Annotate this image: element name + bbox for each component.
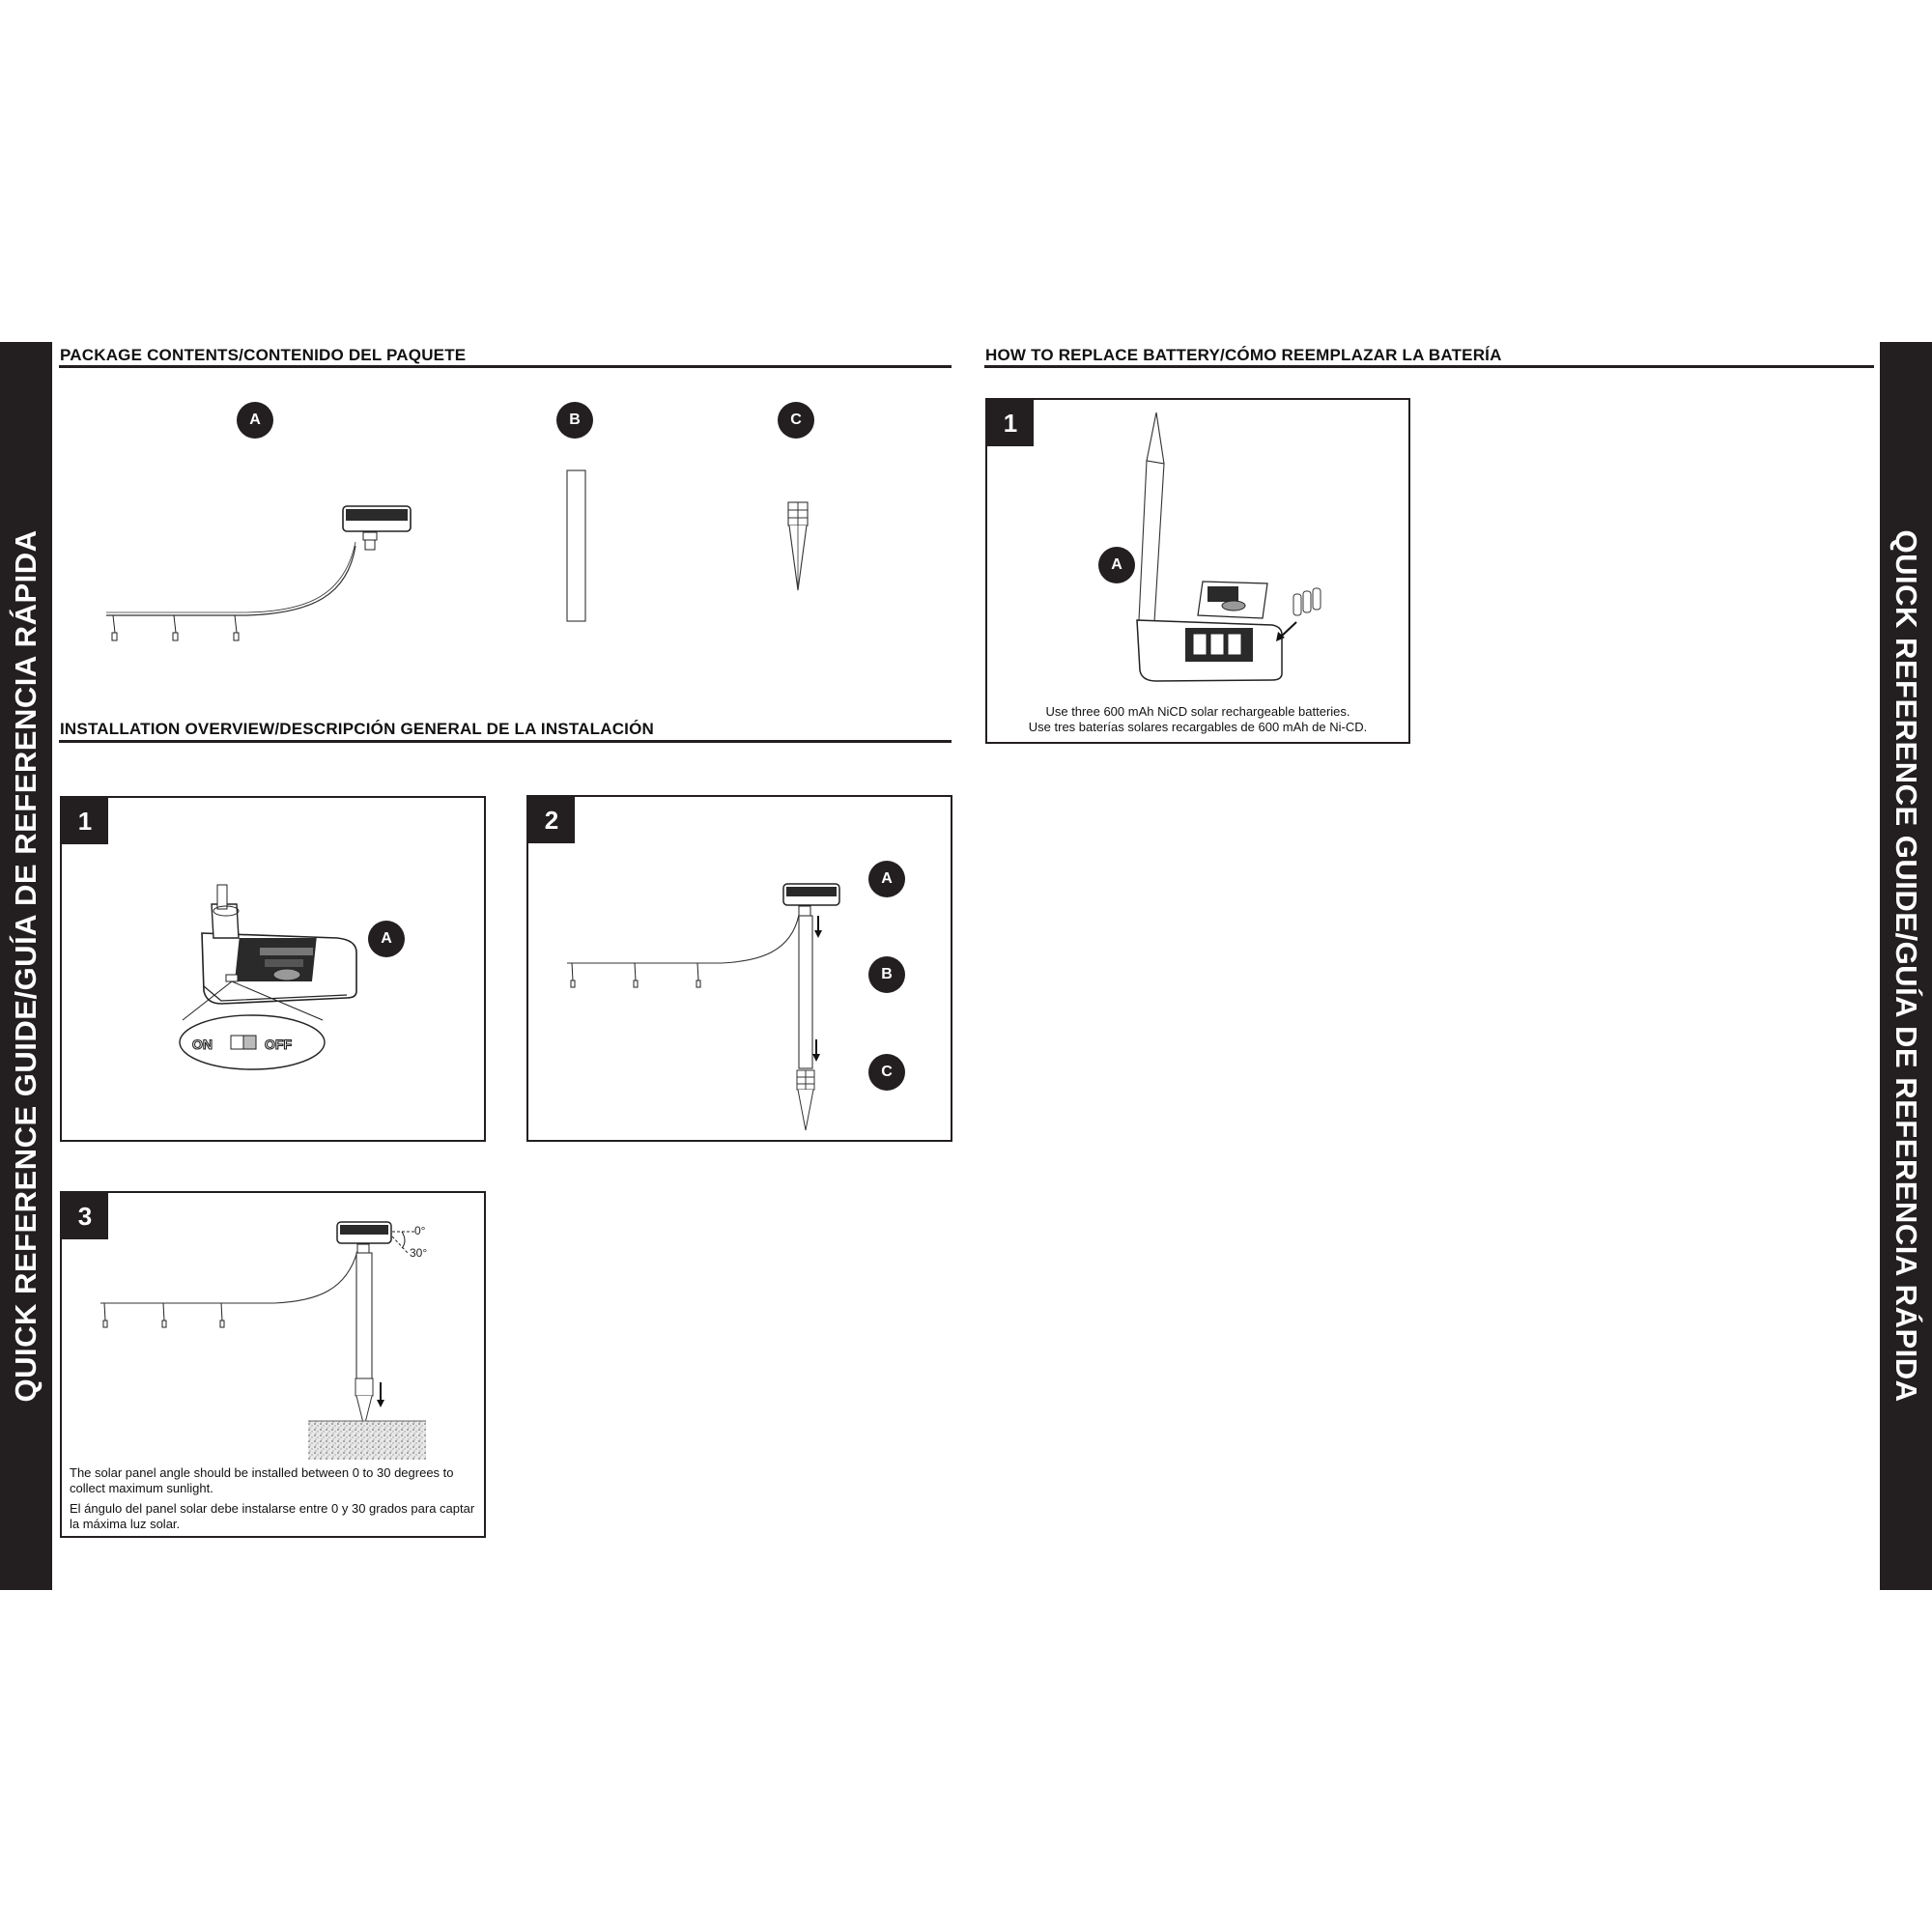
ground-soil-icon	[308, 1417, 429, 1463]
install-step-1-number: 1	[62, 798, 108, 844]
side-banner-left	[0, 342, 52, 1590]
replace-battery-rule	[984, 365, 1874, 368]
install-step-3-caption	[70, 1465, 475, 1532]
install-step-2-number: 2	[528, 797, 575, 843]
battery-step-1-caption	[987, 704, 1408, 735]
install-step-1-panel	[60, 796, 486, 1142]
battery-compartment-icon	[1137, 408, 1369, 688]
angle-label-30: 30°	[410, 1246, 428, 1260]
install-step-3-caption-en: The solar panel angle should be installed between 0 to 30 degrees to collect maximum sunlight.	[70, 1465, 454, 1495]
solar-panel-switch-icon	[183, 880, 385, 1083]
package-contents-title: PACKAGE CONTENTS/CONTENIDO DEL PAQUETE	[60, 346, 467, 364]
install-step-2-badge-c: C	[868, 1054, 905, 1091]
installation-overview-rule	[59, 740, 952, 743]
switch-off-label: OFF	[265, 1037, 292, 1052]
side-banner-right-text: QUICK REFERENCE GUIDE/GUÍA DE REFERENCIA RÁPIDA	[1889, 529, 1923, 1403]
battery-step-1-badge-a: A	[1098, 547, 1135, 583]
battery-step-1-number: 1	[987, 400, 1034, 446]
package-contents-rule	[59, 365, 952, 368]
package-item-c-badge: C	[778, 402, 814, 439]
battery-step-1-caption-en: Use three 600 mAh NiCD solar rechargeable batteries.	[1045, 704, 1350, 719]
install-step-3-panel	[60, 1191, 486, 1538]
side-banner-left-text: QUICK REFERENCE GUIDE/GUÍA DE REFERENCIA RÁPIDA	[9, 529, 43, 1403]
solar-light-string-icon	[101, 497, 420, 642]
install-step-2-panel	[526, 795, 952, 1142]
battery-step-1-panel	[985, 398, 1410, 744]
stake-pole-icon	[564, 468, 589, 624]
installation-overview-title: INSTALLATION OVERVIEW/DESCRIPCIÓN GENERAL DE LA INSTALACIÓN	[60, 720, 655, 738]
ground-spike-icon	[784, 499, 813, 592]
installed-light-icon	[100, 1212, 428, 1425]
install-step-2-badge-b: B	[868, 956, 905, 993]
stake-assembly-icon	[567, 884, 838, 1125]
side-banner-right	[1880, 342, 1932, 1590]
install-step-3-number: 3	[62, 1193, 108, 1239]
install-step-1-badge-a: A	[368, 921, 405, 957]
battery-step-1-caption-es: Use tres baterías solares recargables de 600 mAh de Ni-CD.	[1028, 720, 1368, 734]
switch-on-label: ON	[192, 1037, 213, 1052]
package-item-a-badge: A	[237, 402, 273, 439]
package-item-b-badge: B	[556, 402, 593, 439]
install-step-2-badge-a: A	[868, 861, 905, 897]
install-step-3-caption-es: El ángulo del panel solar debe instalarse entre 0 y 30 grados para captar la máxima luz solar.	[70, 1501, 475, 1531]
replace-battery-title: HOW TO REPLACE BATTERY/CÓMO REEMPLAZAR LA BATERÍA	[985, 346, 1502, 364]
angle-label-0: 0°	[414, 1224, 426, 1237]
